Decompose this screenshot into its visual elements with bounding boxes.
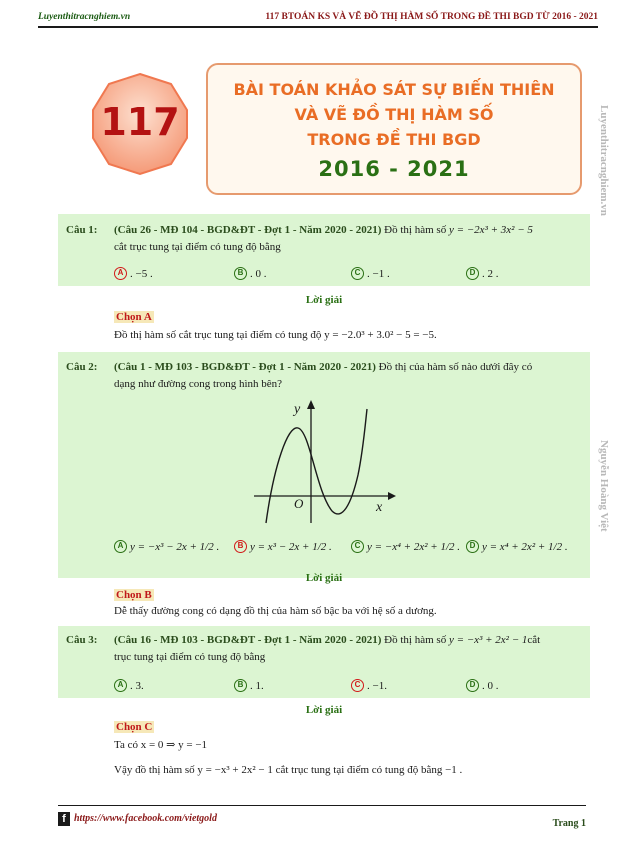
q3-option-d[interactable] (466, 679, 499, 692)
header-site: Luyenthitracnghiem.vn (38, 12, 131, 22)
q2-chosen: Chọn B (116, 589, 152, 601)
banner-line-2: VÀ VẼ ĐỒ THỊ HÀM SỐ (294, 105, 494, 124)
q1-solution-heading: Lời giải (305, 294, 343, 306)
q1-option-a-text: . −5 . (130, 267, 153, 280)
facebook-link[interactable]: https://www.facebook.com/vietgold (74, 813, 217, 824)
question-1-text (114, 222, 584, 256)
question-2-stem-a: Đồ thị của hàm số nào dưới đây có (375, 361, 533, 373)
q1-option-d[interactable] (466, 267, 499, 280)
question-2-stem-b: dạng như đường cong trong hình bên? (114, 378, 283, 390)
question-1-source: (Câu 26 - MĐ 104 - BGD&ĐT - Đợt 1 - Năm 2020 - 2021) (114, 224, 382, 236)
option-c-icon: C (351, 679, 364, 692)
question-1-label: Câu 1: (66, 224, 98, 236)
q2-option-c[interactable] (351, 540, 460, 553)
x-label: x (376, 500, 383, 515)
page-footer (58, 805, 586, 833)
watermark-site: Luyenthitracnghiem.vn (598, 105, 610, 216)
option-a-icon: A (114, 540, 127, 553)
q2-option-b-text: y = x³ − 2x + 1/2 . (250, 540, 332, 553)
q1-option-a[interactable] (114, 267, 153, 280)
q3-option-a-text: . 3. (130, 679, 144, 692)
q2-option-c-text: y = −x⁴ + 2x² + 1/2 . (367, 540, 461, 553)
banner-line-3: TRONG ĐỀ THI BGD (307, 130, 481, 149)
q1-option-d-text: . 2 . (482, 267, 499, 280)
cubic-graph (250, 395, 410, 525)
option-d-icon: D (466, 267, 479, 280)
option-a-icon: A (114, 679, 127, 692)
option-a-icon: A (114, 267, 127, 280)
question-3-stem-a: Đồ thị hàm số (381, 634, 449, 646)
y-label: y (294, 402, 301, 417)
option-b-icon: B (234, 267, 247, 280)
page-header (38, 10, 598, 28)
question-3-source: (Câu 16 - MĐ 103 - BGD&ĐT - Đợt 1 - Năm 2020 - 2021) (114, 634, 382, 646)
q1-option-b[interactable] (234, 267, 267, 280)
question-2-label: Câu 2: (66, 361, 98, 373)
question-3-text (114, 632, 584, 666)
banner-years: 2016 - 2021 (318, 157, 470, 181)
question-1-stem-a: Đồ thị hàm số (381, 224, 449, 236)
q3-option-c-text: . −1. (367, 679, 387, 692)
q3-option-b[interactable] (234, 679, 264, 692)
question-2-text (114, 359, 584, 393)
question-3-formula: y = −x³ + 2x² − 1 (448, 634, 528, 646)
q3-option-b-text: . 1. (250, 679, 264, 692)
q2-option-b[interactable] (234, 540, 332, 553)
page-number: Trang 1 (552, 818, 586, 829)
banner-line-1: BÀI TOÁN KHẢO SÁT SỰ BIẾN THIÊN (233, 80, 555, 99)
option-d-icon: D (466, 679, 479, 692)
q3-solution-1: Ta có x = 0 ⇒ y = −1 (114, 739, 208, 751)
q1-chosen: Chọn A (116, 311, 152, 323)
q2-option-d[interactable] (466, 540, 568, 553)
header-title: 117 BTOÁN KS VÀ VẼ ĐỒ THỊ HÀM SỐ TRONG ĐỀ THI BGD TỪ 2016 - 2021 (265, 12, 598, 22)
q2-option-a[interactable] (114, 540, 219, 553)
q1-option-b-text: . 0 . (250, 267, 267, 280)
q1-option-c[interactable] (351, 267, 390, 280)
question-3-stem-cat: cắt (527, 634, 541, 646)
q3-option-a[interactable] (114, 679, 144, 692)
badge-number: 117 (100, 100, 180, 144)
q3-option-d-text: . 0 . (482, 679, 499, 692)
option-b-icon: B (234, 540, 247, 553)
question-2-source: (Câu 1 - MĐ 103 - BGD&ĐT - Đợt 1 - Năm 2020 - 2021) (114, 361, 376, 373)
question-1-formula: y = −2x³ + 3x² − 5 (448, 224, 533, 236)
x-axis-arrow-icon (388, 492, 396, 500)
question-3-stem-b: trục tung tại điểm có tung độ bằng (114, 651, 266, 663)
q1-solution: Đồ thị hàm số cắt trục tung tại điểm có tung độ y = −2.0³ + 3.0² − 5 = −5. (114, 329, 437, 341)
q3-solution-2: Vậy đồ thị hàm số y = −x³ + 2x² − 1 cắt trục tung tại điểm có tung độ bằng −1 . (114, 764, 463, 776)
option-d-icon: D (466, 540, 479, 553)
q3-solution-heading: Lời giải (305, 704, 343, 716)
option-c-icon: C (351, 540, 364, 553)
q2-solution-heading: Lời giải (305, 572, 343, 584)
option-b-icon: B (234, 679, 247, 692)
watermark-author: Nguyễn Hoàng Việt (598, 440, 610, 532)
facebook-icon: f (58, 812, 70, 826)
q2-option-a-text: y = −x³ − 2x + 1/2 . (130, 540, 220, 553)
q1-option-c-text: . −1 . (367, 267, 390, 280)
q3-option-c[interactable] (351, 679, 387, 692)
q2-option-d-text: y = x⁴ + 2x² + 1/2 . (482, 540, 568, 553)
q3-chosen: Chọn C (116, 721, 153, 733)
origin-label: O (294, 496, 304, 511)
question-3-label: Câu 3: (66, 634, 98, 646)
q2-solution: Dễ thấy đường cong có dạng đồ thị của hàm số bậc ba với hệ số a dương. (114, 605, 437, 617)
option-c-icon: C (351, 267, 364, 280)
question-1-stem-b: cắt trục tung tại điểm có tung độ bằng (114, 241, 281, 253)
y-axis-arrow-icon (307, 400, 315, 409)
curve-line (266, 409, 367, 523)
